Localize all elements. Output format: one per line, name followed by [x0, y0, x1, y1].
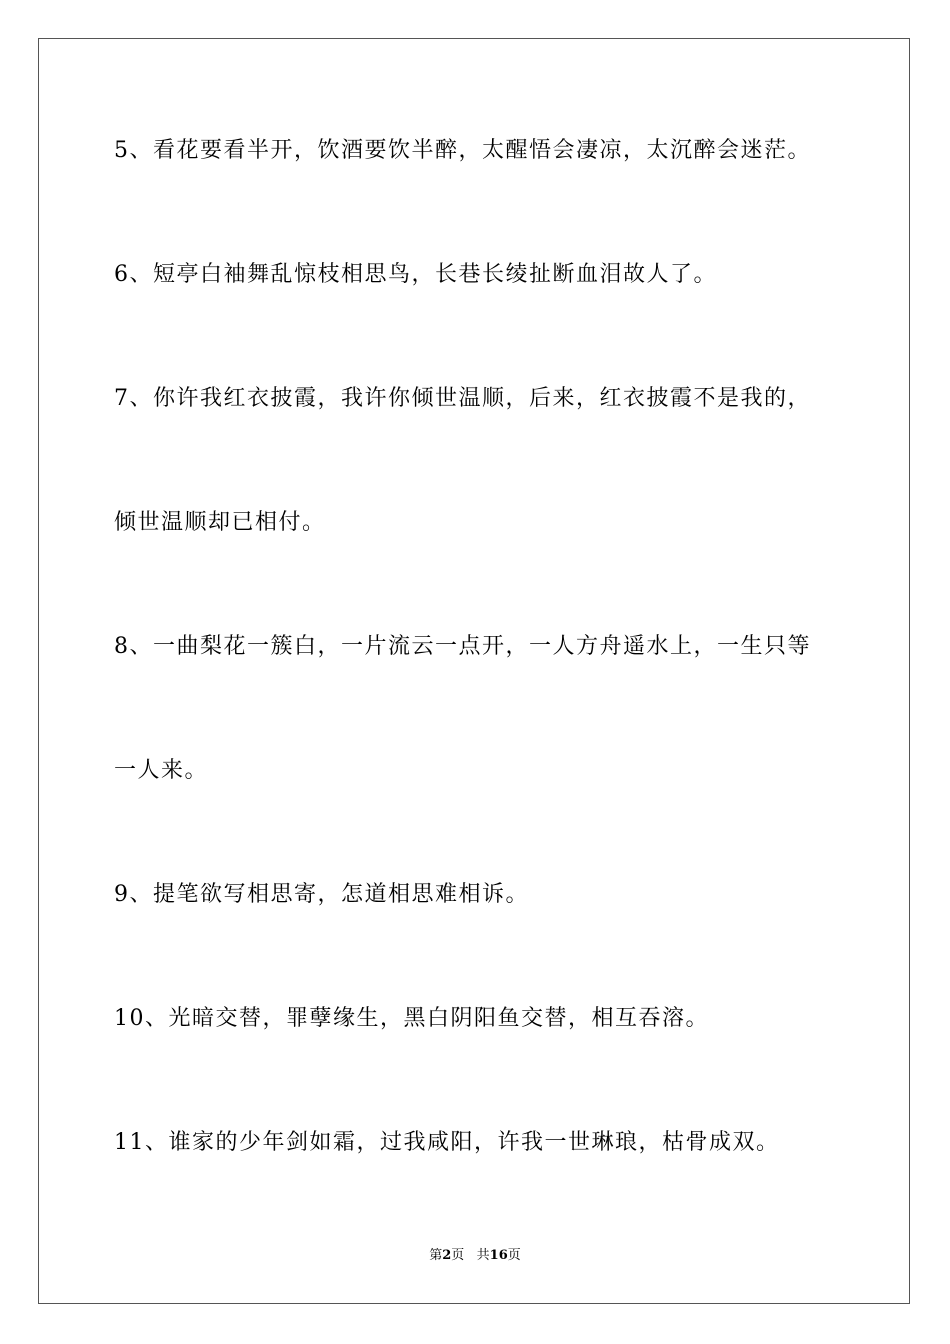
footer-total-pages: 16: [489, 1248, 508, 1263]
text-line-6: 一人来。: [114, 758, 209, 783]
text-line-8: 10、光暗交替，罪孽缘生，黑白阴阳鱼交替，相互吞溶。: [114, 1006, 709, 1031]
footer-prefix: 第: [429, 1248, 443, 1263]
text-line-2: 6、短亭白袖舞乱惊枝相思鸟，长巷长绫扯断血泪故人了。: [114, 262, 717, 287]
text-line-7: 9、提笔欲写相思寄，怎道相思难相诉。: [114, 882, 529, 907]
text-line-3: 7、你许我红衣披霞，我许你倾世温顺，后来，红衣披霞不是我的，: [114, 386, 811, 411]
footer-suffix: 页: [507, 1248, 521, 1263]
text-line-4: 倾世温顺却已相付。: [114, 510, 326, 535]
footer-mid: 页 共: [451, 1248, 490, 1263]
footer-current-page: 2: [442, 1248, 452, 1263]
text-line-9: 11、谁家的少年剑如霜，过我咸阳，许我一世琳琅，枯骨成双。: [114, 1130, 780, 1155]
text-line-5: 8、一曲梨花一簇白，一片流云一点开，一人方舟遥水上，一生只等: [114, 634, 811, 659]
page-footer: [0, 1246, 950, 1266]
page-border: [38, 38, 910, 1304]
text-line-1: 5、看花要看半开，饮酒要饮半醉，太醒悟会凄凉，太沉醉会迷茫。: [114, 138, 811, 163]
